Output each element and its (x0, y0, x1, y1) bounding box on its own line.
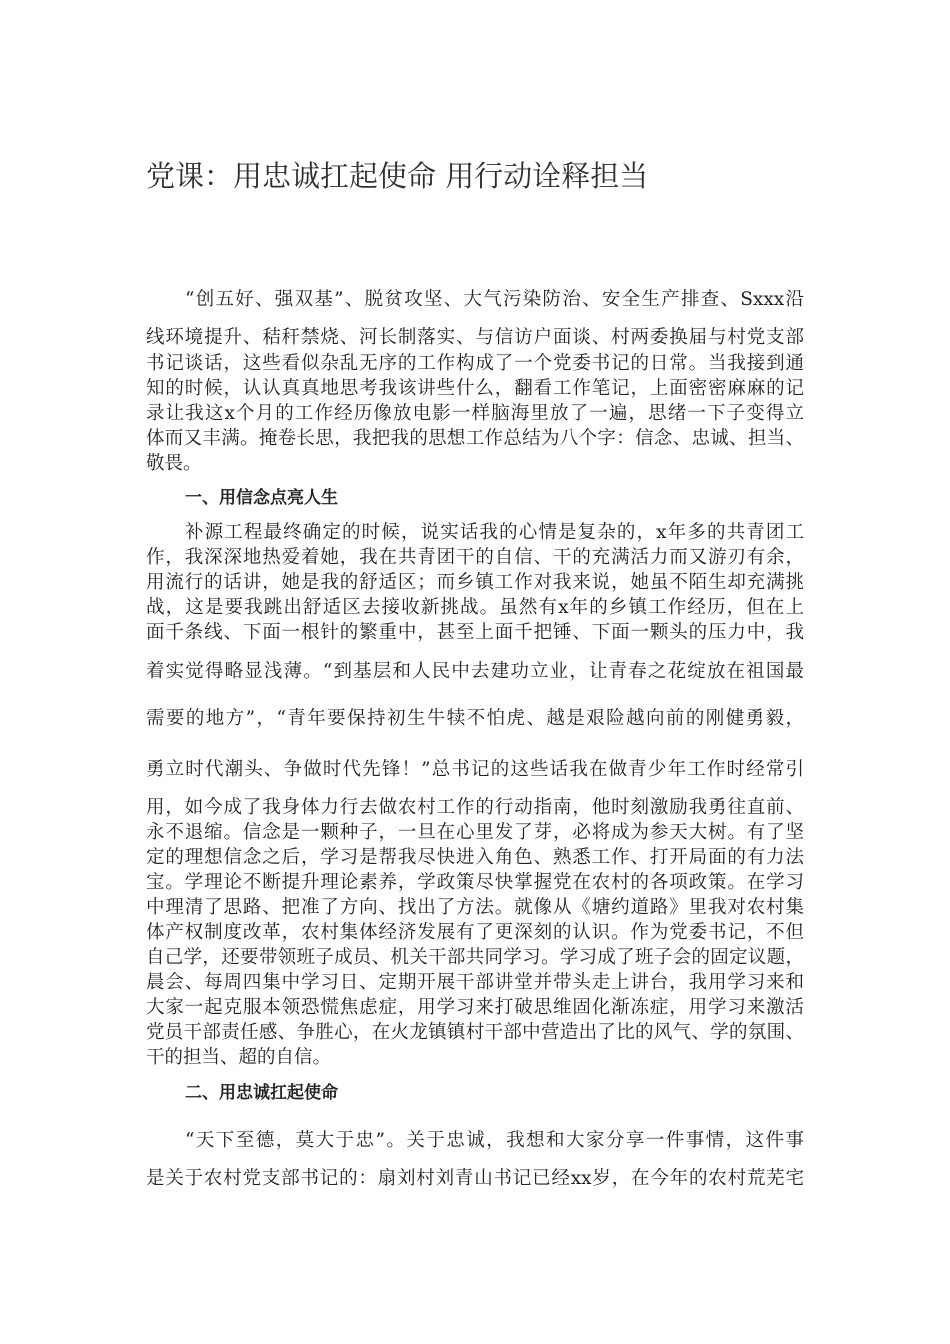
section1-line: 宝。学理论不断提升理论素养，学政策尽快掌握党在农村的各项政策。在学习 (146, 872, 804, 893)
section1-line: 永不退缩。信念是一颗种子，一旦在心里发了芽，必将成为参天大树。有了坚 (146, 822, 804, 843)
section1-line: 自己学，还要带领班子成员、机关干部共同学习。学习成了班子会的固定议题， (146, 947, 804, 968)
section1-line: 作，我深深地热爱着她，我在共青团干的自信、干的充满活力而又游刃有余， (146, 547, 804, 568)
section1-line: 体产权制度改革，农村集体经济发展有了更深刻的认识。作为党委书记，不但 (146, 922, 804, 943)
intro-line: 体而又丰满。掩卷长思，我把我的思想工作总结为八个字：信念、忠诚、担当、 (146, 428, 804, 449)
section1-line: 需要的地方”，“青年要保持初生牛犊不怕虎、越是艰险越向前的刚健勇毅， (146, 708, 804, 729)
section1-line: 用流行的话讲，她是我的舒适区；而乡镇工作对我来说，她虽不陌生却充满挑 (146, 572, 804, 593)
section1-line: 大家一起克服本领恐慌焦虑症，用学习来打破思维固化渐冻症，用学习来激活 (146, 997, 804, 1018)
intro-line: 敬畏。 (146, 453, 202, 474)
section1-line: 勇立时代潮头、争做时代先锋！”总书记的这些话我在做青少年工作时经常引 (146, 759, 804, 780)
section1-line: 面千条线、下面一根针的繁重中，甚至上面千把锤、下面一颗头的压力中，我 (146, 622, 804, 643)
section-heading-2: 二、用忠诚扛起使命 (185, 1083, 338, 1103)
section1-line: 着实觉得略显浅薄。“到基层和人民中去建功立业，让青春之花绽放在祖国最 (146, 661, 804, 682)
intro-line: “创五好、强双基”、脱贫攻坚、大气污染防治、安全生产排查、Sxxx沿 (185, 289, 804, 310)
section1-line: 定的理想信念之后，学习是帮我尽快进入角色、熟悉工作、打开局面的有力法 (146, 847, 804, 868)
document-title: 党课：用忠诚扛起使命 用行动诠释担当 (146, 159, 649, 193)
section1-line: 战，这是要我跳出舒适区去接收新挑战。虽然有x年的乡镇工作经历，但在上 (146, 597, 804, 618)
intro-line: 知的时候，认认真真地思考我该讲些什么，翻看工作笔记，上面密密麻麻的记 (146, 378, 804, 399)
intro-line: 线环境提升、秸秆禁烧、河长制落实、与信访户面谈、村两委换届与村党支部 (146, 327, 804, 348)
section2-line: “天下至德，莫大于忠”。关于忠诚，我想和大家分享一件事情，这件事 (185, 1130, 804, 1151)
section1-line: 干的担当、超的自信。 (146, 1047, 332, 1068)
section1-line: 用，如今成了我身体力行去做农村工作的行动指南，他时刻激励我勇往直前、 (146, 797, 804, 818)
intro-line: 录让我这x个月的工作经历像放电影一样脑海里放了一遍，思绪一下子变得立 (146, 403, 804, 424)
section-heading-1: 一、用信念点亮人生 (185, 488, 338, 508)
section2-line: 是关于农村党支部书记的：扇刘村刘青山书记已经xx岁，在今年的农村荒芜宅 (146, 1168, 804, 1189)
section1-line: 晨会、每周四集中学习日、定期开展干部讲堂并带头走上讲台，我用学习来和 (146, 972, 804, 993)
intro-line: 书记谈话，这些看似杂乱无序的工作构成了一个党委书记的日常。当我接到通 (146, 353, 804, 374)
section1-line: 补源工程最终确定的时候，说实话我的心情是复杂的，x年多的共青团工 (185, 522, 804, 543)
section1-line: 中理清了思路、把准了方向、找出了方法。就像从《塘约道路》里我对农村集 (146, 897, 804, 918)
section1-line: 党员干部责任感、争胜心，在火龙镇镇村干部中营造出了比的风气、学的氛围、 (146, 1022, 804, 1043)
